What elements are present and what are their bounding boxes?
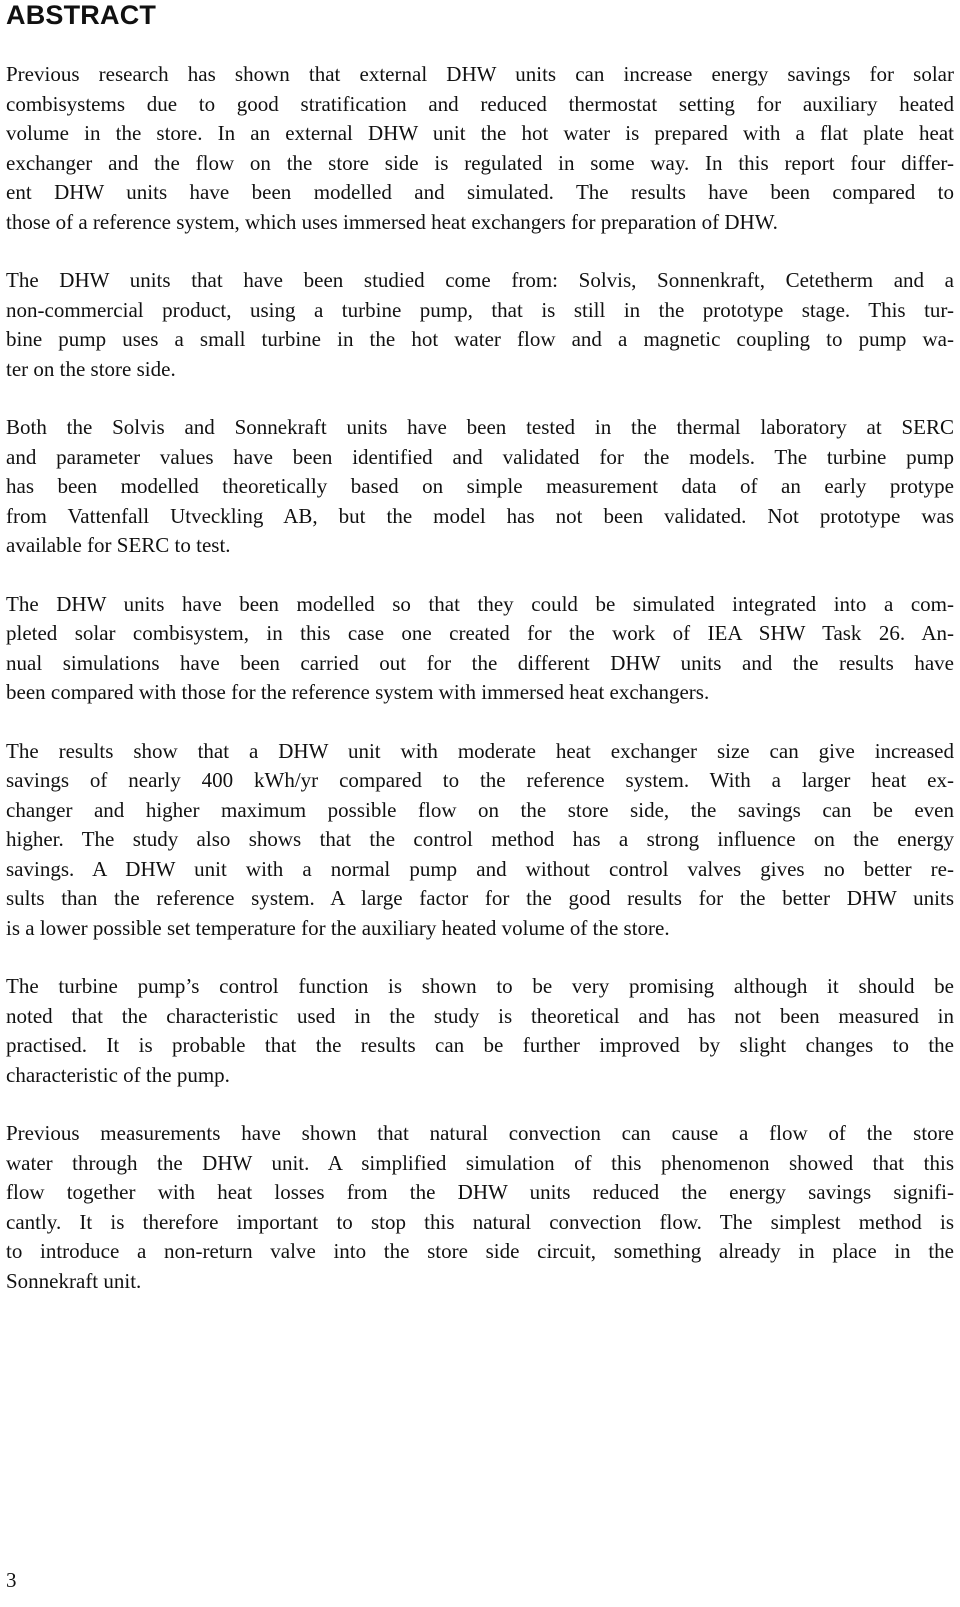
paragraph-line: The turbine pump’s control function is shown to be very promising although it should be [6,974,954,998]
abstract-paragraph-1 [6,60,954,237]
paragraph-line: Both the Solvis and Sonnekraft units have been tested in the thermal laboratory at SERC [6,415,954,439]
paragraph-line: noted that the characteristic used in the study is theoretical and has not been measured in [6,1003,954,1028]
paragraph-line: Previous research has shown that external DHW units can increase energy savings for solar [6,62,954,86]
paragraph-line: available for SERC to test. [6,533,231,557]
paragraph-line: volume in the store. In an external DHW unit the hot water is prepared with a flat plate heat [6,121,954,145]
paragraph-line: higher. The study also shows that the control method has a strong influence on the energy [6,827,954,851]
paragraph-line: non-commercial product, using a turbine pump, that is still in the prototype stage. This tur- [6,297,954,322]
paragraph-line: characteristic of the pump. [6,1062,230,1087]
paragraph-line: from Vattenfall Utveckling AB, but the model has not been validated. Not prototype was [6,503,954,528]
paragraph-line: pleted solar combisystem, in this case one created for the work of IEA SHW Task 26. An- [6,621,954,645]
paragraph-line: Sonnekraft unit. [6,1268,142,1293]
abstract-paragraph-5 [6,737,954,944]
abstract-paragraph-6 [6,972,954,1090]
abstract-paragraph-4 [6,590,954,708]
paragraph-line: bine pump uses a small turbine in the hot water flow and a magnetic coupling to pump wa- [6,327,954,351]
abstract-body [6,60,954,1296]
paragraph-line: ent DHW units have been modelled and simulated. The results have been compared to [6,180,954,204]
paragraph-line: changer and higher maximum possible flow on the store side, the savings can be even [6,797,954,822]
paragraph-line: has been modelled theoretically based on simple measurement data of an early protype [6,474,954,498]
paragraph-line: The DHW units that have been studied come from: Solvis, Sonnenkraft, Cetetherm and a [6,268,954,292]
paragraph-line: been compared with those for the reference system with immersed heat exchangers. [6,680,710,704]
paragraph-line: The results show that a DHW unit with moderate heat exchanger size can give increased [6,738,954,763]
paragraph-line: ter on the store side. [6,356,176,381]
document-page [6,0,954,1325]
abstract-heading: ABSTRACT [6,0,157,30]
paragraph-line: is a lower possible set temperature for the auxiliary heated volume of the store. [6,915,670,940]
paragraph-line: to introduce a non-return valve into the store side circuit, something already in place in the [6,1239,954,1263]
paragraph-line: nual simulations have been carried out for the different DHW units and the results have [6,650,954,675]
paragraph-line: combisystems due to good stratification and reduced thermostat setting for auxiliary heated [6,91,954,116]
paragraph-line: those of a reference system, which uses immersed heat exchangers for preparation of DHW. [6,209,778,234]
paragraph-line: savings. A DHW unit with a normal pump and without control valves gives no better re- [6,856,954,881]
paragraph-line: cantly. It is therefore important to stop this natural convection flow. The simplest method is [6,1209,954,1234]
paragraph-line: exchanger and the flow on the store side is regulated in some way. In this report four differ- [6,150,954,175]
abstract-paragraph-7 [6,1119,954,1296]
paragraph-line: practised. It is probable that the results can be further improved by slight changes to the [6,1033,954,1057]
paragraph-line: and parameter values have been identified and validated for the models. The turbine pump [6,444,954,469]
paragraph-line: flow together with heat losses from the DHW units reduced the energy savings signifi- [6,1180,954,1204]
paragraph-line: sults than the reference system. A large factor for the good results for the better DHW units [6,886,954,910]
paragraph-line: Previous measurements have shown that natural convection can cause a flow of the store [6,1121,954,1145]
abstract-paragraph-3 [6,413,954,561]
paragraph-line: savings of nearly 400 kWh/yr compared to the reference system. With a larger heat ex- [6,768,954,792]
paragraph-line: water through the DHW unit. A simplified simulation of this phenomenon showed that this [6,1150,954,1175]
abstract-paragraph-2 [6,266,954,384]
page-number: 3 [6,1568,17,1592]
paragraph-line: The DHW units have been modelled so that they could be simulated integrated into a com- [6,591,954,616]
